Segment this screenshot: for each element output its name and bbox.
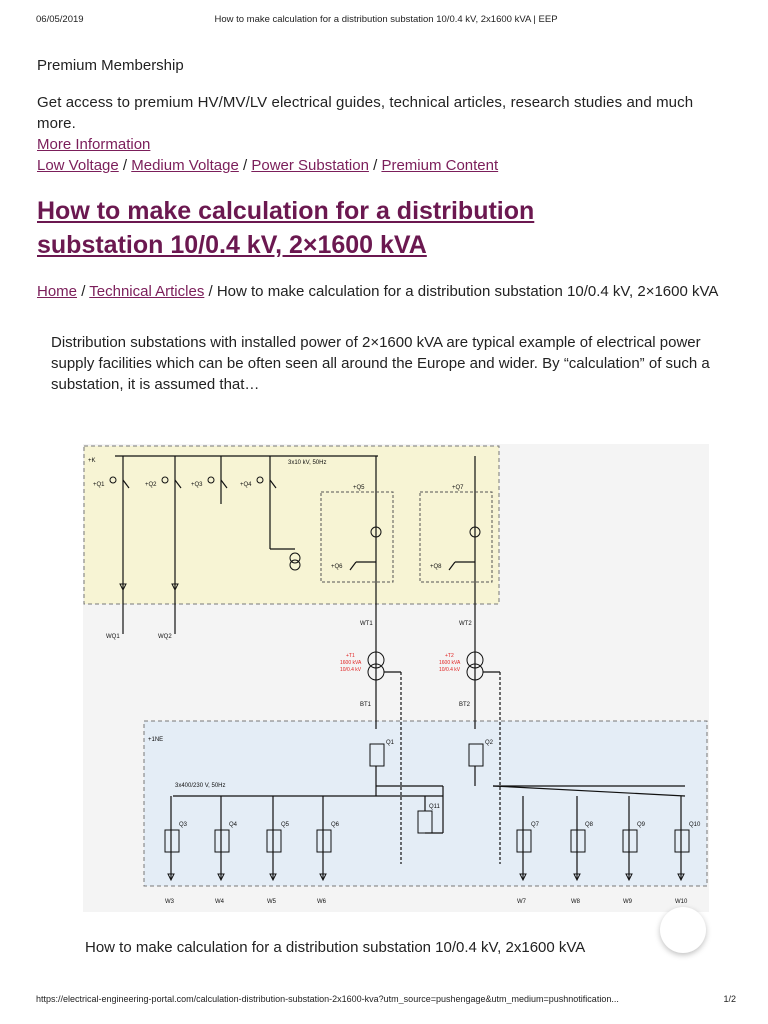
print-page-title: How to make calculation for a distribution substation 10/0.4 kV, 2x1600 kVA | EEP	[214, 14, 558, 25]
print-url: https://electrical-engineering-portal.com/calculation-distribution-substation-2x1600-kva?utm_source=pushengage&utm_medium=pushnotification...	[36, 994, 619, 1004]
lv-breaker-label: Q3	[179, 822, 188, 828]
bus-coupler-label: Q11	[429, 804, 440, 810]
print-header	[36, 14, 736, 28]
figure-caption: How to make calculation for a distribution substation 10/0.4 kV, 2x1600 kVA	[85, 939, 586, 956]
incomer-label: Q1	[386, 740, 395, 746]
article-intro: Distribution substations with installed power of 2×1600 kVA are typical example of electrical power supply facilities which can be often seen all around the Europe and wider. By “calculation” of such a substation, it is assumed that…	[51, 334, 710, 393]
lv-feeder-label: W8	[571, 899, 580, 905]
mv-supply-label: 3x10 kV, 50Hz	[288, 460, 327, 466]
category-link-medium-voltage[interactable]: Medium Voltage	[131, 157, 239, 174]
page-number: 1/2	[723, 994, 736, 1004]
article-headline-link[interactable]	[37, 197, 534, 259]
lv-supply-label: 3x400/230 V, 50Hz	[175, 783, 226, 789]
transformer-rating: 1600 kVA	[439, 660, 461, 666]
transformer-tag: +T1	[346, 653, 355, 659]
incomer-label: Q2	[485, 740, 494, 746]
category-separator: /	[243, 157, 248, 174]
lv-breaker-label: Q8	[585, 822, 594, 828]
lv-cable-label: BT2	[459, 702, 471, 708]
breadcrumb-home-link[interactable]: Home	[37, 283, 78, 300]
earth-switch-label: +Q6	[331, 564, 343, 570]
mv-breaker-label: +Q5	[353, 485, 365, 491]
floating-action-button[interactable]	[660, 907, 706, 953]
membership-title: Premium Membership	[37, 57, 184, 74]
lv-feeder-label: W5	[267, 899, 276, 905]
lv-feeder-label: W7	[517, 899, 526, 905]
transformer-ratio: 10/0.4 kV	[439, 667, 461, 673]
lv-panel-label: +1NE	[148, 737, 164, 743]
lv-breaker-label: Q10	[689, 822, 701, 828]
lv-feeder-label: W4	[215, 899, 224, 905]
lv-breaker-label: Q6	[331, 822, 340, 828]
article-content	[37, 56, 721, 395]
headline-line-2: substation 10/0.4 kV, 2×1600 kVA	[37, 231, 427, 259]
mv-switch-label: +Q2	[145, 482, 157, 488]
lv-breaker-label: Q4	[229, 822, 238, 828]
print-date: 06/05/2019	[36, 14, 84, 25]
transformer-rating: 1600 kVA	[340, 660, 362, 666]
more-information-link[interactable]: More Information	[37, 136, 151, 153]
category-link-premium-content[interactable]: Premium Content	[381, 157, 499, 174]
transformer-ratio: 10/0.4 kV	[340, 667, 362, 673]
mv-panel-box	[84, 446, 499, 604]
lv-feeder-label: W10	[675, 899, 688, 905]
mv-cable-label: WT1	[360, 621, 373, 627]
mv-feeder-label: WQ2	[158, 634, 172, 640]
headline-line-1: How to make calculation for a distribution	[37, 197, 535, 225]
category-separator: /	[373, 157, 378, 174]
breadcrumb-separator: /	[81, 283, 86, 300]
breadcrumb-separator: /	[208, 283, 213, 300]
lv-breaker-label: Q5	[281, 822, 290, 828]
category-link-low-voltage[interactable]: Low Voltage	[37, 157, 119, 174]
print-footer	[36, 994, 736, 1008]
mv-breaker-label: +Q7	[452, 485, 464, 491]
mv-switch-label: +Q3	[191, 482, 203, 488]
lv-cable-label: BT1	[360, 702, 372, 708]
category-link-power-substation[interactable]: Power Substation	[251, 157, 369, 174]
mv-cable-label: WT2	[459, 621, 472, 627]
mv-switch-label: +Q4	[240, 482, 252, 488]
lv-feeder-label: W3	[165, 899, 174, 905]
lv-breaker-label: Q9	[637, 822, 646, 828]
category-links	[37, 155, 721, 176]
lv-feeder-label: W9	[623, 899, 632, 905]
substation-diagram	[83, 444, 709, 912]
mv-panel-label: +K	[88, 458, 96, 464]
article-headline	[37, 194, 721, 262]
breadcrumb	[37, 282, 721, 302]
single-line-diagram-svg	[83, 444, 709, 912]
earth-switch-label: +Q8	[430, 564, 442, 570]
mv-feeder-label: WQ1	[106, 634, 120, 640]
membership-description: Get access to premium HV/MV/LV electrical guides, technical articles, research studies and much more.	[37, 94, 694, 132]
transformer-tag: +T2	[445, 653, 454, 659]
category-separator: /	[122, 157, 128, 174]
lv-breaker-label: Q7	[531, 822, 540, 828]
breadcrumb-current: How to make calculation for a distribution substation 10/0.4 kV, 2×1600 kVA	[216, 283, 719, 300]
breadcrumb-technical-articles-link[interactable]: Technical Articles	[89, 283, 205, 300]
lv-feeder-label: W6	[317, 899, 326, 905]
mv-switch-label: +Q1	[93, 482, 105, 488]
